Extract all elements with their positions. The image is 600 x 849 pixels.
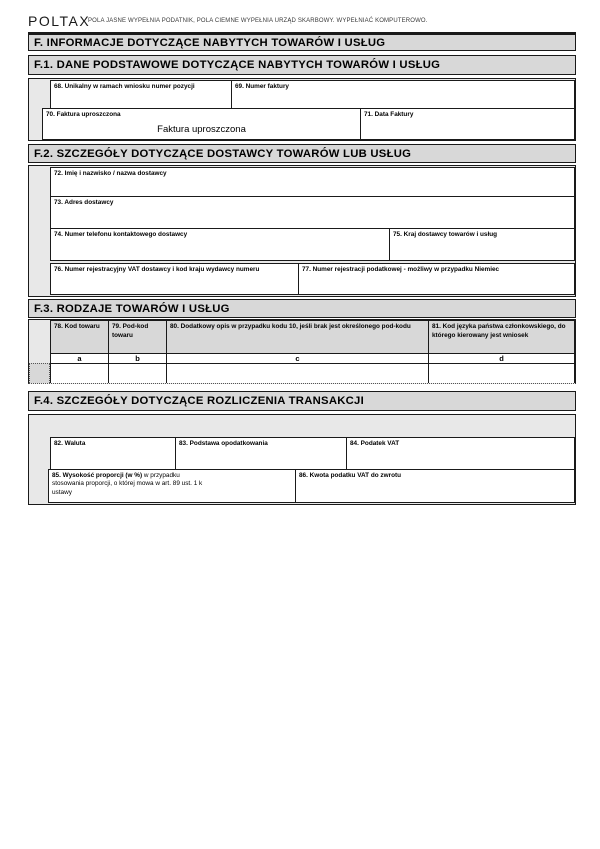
field-86-box[interactable] bbox=[295, 469, 575, 503]
field-69-label: 69. Numer faktury bbox=[235, 83, 289, 90]
table-header-kod-towaru: 78. Kod towaru bbox=[50, 320, 109, 354]
column-letter-d: d bbox=[428, 353, 575, 364]
field-85-label bbox=[49, 470, 209, 497]
section-f3-title: F.3. RODZAJE TOWARÓW I USŁUG bbox=[34, 302, 230, 315]
table-cell-pod-kod-towaru[interactable] bbox=[108, 363, 167, 383]
field-85-label-rest: w przypadku stosowania proporcji, o której mowa w art. 89 ust. 1 k ustawy bbox=[52, 472, 203, 496]
field-85-box[interactable] bbox=[48, 469, 296, 503]
section-f1-content bbox=[28, 78, 576, 141]
column-letter-a: a bbox=[50, 353, 109, 364]
field-73-label: 73. Adres dostawcy bbox=[54, 199, 114, 206]
field-71-label: 71. Data Faktury bbox=[364, 111, 414, 118]
field-74-box[interactable] bbox=[50, 228, 390, 261]
poltax-logo: POLTAX bbox=[28, 13, 91, 29]
table-header-dodatkowy-opis: 80. Dodatkowy opis w przypadku kodu 10, jeśli brak jest określonego pod-kodu bbox=[166, 320, 429, 354]
field-84-box[interactable] bbox=[346, 437, 575, 470]
field-72-box[interactable] bbox=[50, 167, 575, 197]
field-82-label: 82. Waluta bbox=[54, 440, 86, 447]
field-70-value: Faktura uproszczona bbox=[157, 124, 246, 136]
field-76-label: 76. Numer rejestracyjny VAT dostawcy i kod kraju wydawcy numeru bbox=[54, 266, 260, 273]
table-header-pod-kod-towaru: 79. Pod-kod towaru bbox=[108, 320, 167, 354]
section-f-header bbox=[28, 32, 576, 51]
field-69-box[interactable] bbox=[231, 80, 575, 109]
field-68-box[interactable] bbox=[50, 80, 233, 109]
fill-instruction-text: POLA JASNE WYPEŁNIA PODATNIK, POLA CIEMNE WYPEŁNIA URZĄD SKARBOWY. WYPEŁNIAĆ KOMPUTEROWO. bbox=[88, 18, 428, 24]
section-f4-header bbox=[28, 391, 576, 411]
field-70-label: 70. Faktura uproszczona bbox=[46, 111, 121, 118]
section-f2-title: F.2. SZCZEGÓŁY DOTYCZĄCE DOSTAWCY TOWARÓW LUB USŁUG bbox=[34, 147, 412, 160]
field-71-box[interactable] bbox=[360, 108, 575, 140]
section-f1-header bbox=[28, 55, 576, 75]
column-letter-b: b bbox=[108, 353, 167, 364]
section-f3-content bbox=[28, 319, 576, 384]
field-70-box[interactable] bbox=[42, 108, 361, 140]
field-83-box[interactable] bbox=[175, 437, 347, 470]
field-74-label: 74. Numer telefonu kontaktowego dostawcy bbox=[54, 231, 188, 238]
section-f2-header bbox=[28, 144, 576, 163]
column-letter-c: c bbox=[166, 353, 429, 364]
section-f2-content bbox=[28, 165, 576, 297]
field-84-label: 84. Podatek VAT bbox=[350, 440, 400, 447]
table-cell-kod-jezyka[interactable] bbox=[428, 363, 575, 383]
section-f-title: F. INFORMACJE DOTYCZĄCE NABYTYCH TOWARÓW I USŁUG bbox=[34, 36, 386, 49]
field-86-label: 86. Kwota podatku VAT do zwrotu bbox=[299, 472, 402, 479]
field-75-box[interactable] bbox=[389, 228, 575, 261]
table-cell-dodatkowy-opis[interactable] bbox=[166, 363, 429, 383]
office-use-cell bbox=[29, 363, 50, 383]
table-header-kod-jezyka: 81. Kod języka państwa członkowskiego, do którego kierowany jest wniosek bbox=[428, 320, 575, 354]
section-f3-header bbox=[28, 299, 576, 318]
field-77-box[interactable] bbox=[298, 263, 575, 295]
field-72-label: 72. Imię i nazwisko / nazwa dostawcy bbox=[54, 170, 167, 177]
field-77-label: 77. Numer rejestracji podatkowej - możliwy w przypadku Niemiec bbox=[302, 266, 500, 273]
section-f1-title: F.1. DANE PODSTAWOWE DOTYCZĄCE NABYTYCH TOWARÓW I USŁUG bbox=[34, 59, 441, 71]
section-f4-title: F.4. SZCZEGÓŁY DOTYCZĄCE ROZLICZENIA TRANSAKCJI bbox=[34, 395, 364, 407]
field-83-label: 83. Podstawa opodatkowania bbox=[179, 440, 268, 447]
field-85-label-bold: 85. Wysokość proporcji (w %) bbox=[52, 472, 143, 479]
field-68-label: 68. Unikalny w ramach wniosku numer pozycji bbox=[54, 83, 195, 90]
field-76-box[interactable] bbox=[50, 263, 299, 295]
field-75-label: 75. Kraj dostawcy towarów i usług bbox=[393, 231, 498, 238]
field-73-box[interactable] bbox=[50, 196, 575, 229]
table-cell-kod-towaru[interactable] bbox=[50, 363, 109, 383]
section-f4-content bbox=[28, 414, 576, 505]
field-82-box[interactable] bbox=[50, 437, 176, 470]
